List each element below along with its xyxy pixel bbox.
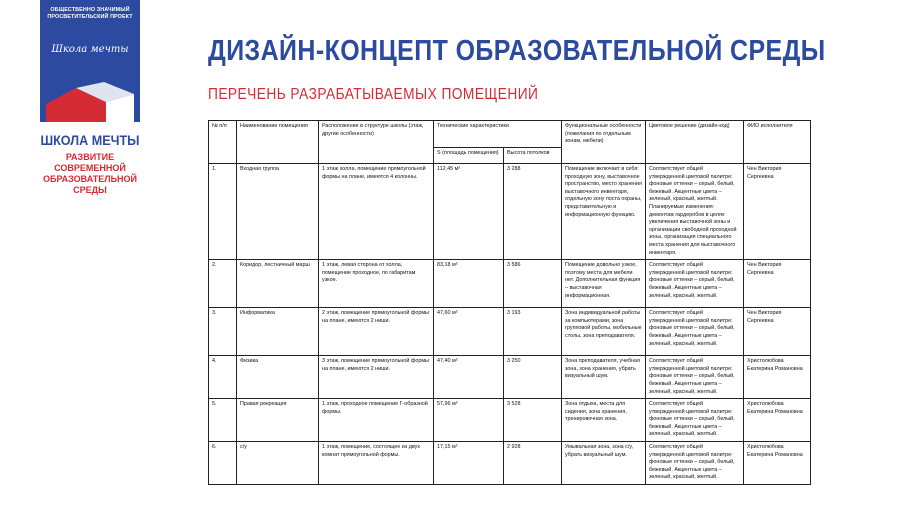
cell-location: 1 этаж, левая сторона от холла, помещение проходное, по габаритам узкое. [319,260,434,308]
cell-executor: Христолюбова Екатерина Романовна [744,442,811,485]
header-color: Цветовое решение (дизайн-код) [646,121,744,164]
header-function: Функциональные особенности (пожелания по отдельным зонам, мебели) [562,121,646,164]
cell-height: 3 586 [504,260,562,308]
cell-area: 17,15 м² [434,442,504,485]
cell-height: 3 250 [504,356,562,399]
header-num: № п/п [209,121,237,164]
cell-color: Соответствует общей утвержденной цветовой палитре: фоновые оттенки – серый, белый, бежевый. Акцентные цвета – зеленый, красный, желтый. [646,308,744,356]
cell-name: Физика [237,356,319,399]
cell-executor: Чен Виктория Сергеевна [744,164,811,260]
cell-function: Умывальная зона, зона с/у, убрать визуальный шум. [562,442,646,485]
cell-function: Зона преподавателя, учебная зона, зона хранения, убрать визуальный шум. [562,356,646,399]
cell-num: 6. [209,442,237,485]
cell-color: Соответствует общей утвержденной цветовой палитре: фоновые оттенки – серый, белый, бежевый. Акцентные цвета – зеленый, красный, желтый. [646,260,744,308]
cell-location: 3 этаж, помещение прямоугольной формы на плане, имеются 2 ниши. [319,356,434,399]
cell-num: 3. [209,308,237,356]
cell-area: 47,40 м² [434,356,504,399]
cell-height: 2 928 [504,442,562,485]
cell-function: Помещение довольно узкое, поэтому места для мебели нет. Дополнительная функция – выставочная информационная. [562,260,646,308]
cell-executor: Чен Виктория Сергеевна [744,260,811,308]
cell-function: Зона индивидуальной работы за компьютерами, зона групповой работы, мобильные столы, зона преподавателя. [562,308,646,356]
school-building-icon [46,82,134,122]
cell-area: 47,60 м² [434,308,504,356]
cell-area: 57,96 м² [434,399,504,442]
cell-name: Информатика [237,308,319,356]
cell-function: Помещение включает в себя: проходную зону, выставочное пространство, место хранения выставочного инвентаря, отдельную зону поста охраны, представительную и информационную функцию. [562,164,646,260]
header-location: Расположение в структуре школы (этаж, другие особенности) [319,121,434,164]
banner-logo-script: Школа мечты [51,44,129,55]
cell-color: Соответствует общей утвержденной цветовой палитре: фоновые оттенки – серый, белый, бежевый. Акцентные цвета – зеленый, красный, желтый. Планируемые изменения: демонтаж гардеробов в целях увеличения выставочной зоны и организации свободной проходной зоны, организация специального места хранения для выставочного инвентаря. [646,164,744,260]
cell-location: 1 этаж, проходное помещение Г-образной формы. [319,399,434,442]
cell-function: Зона отдыха, места для сидения, зона хранения, тренировочная зона. [562,399,646,442]
cell-name: Входная группа [237,164,319,260]
cell-location: 2 этаж, помещение прямоугольной формы на плане, имеются 2 ниши. [319,308,434,356]
page-subtitle: ПЕРЕЧЕНЬ РАЗРАБАТЫВАЕМЫХ ПОМЕЩЕНИЙ [208,86,539,103]
header-area: S (площадь помещения) [434,148,504,164]
cell-executor: Христолюбова Екатерина Романовна [744,399,811,442]
banner-project-label: ОБЩЕСТВЕННО ЗНАЧИМЫЙ ПРОСВЕТИТЕЛЬСКИЙ ПРОЕКТ [47,7,133,20]
cell-num: 4. [209,356,237,399]
header-height: Высота потолков [504,148,562,164]
cell-name: Коридор, лестничный марш [237,260,319,308]
table-row [209,260,811,308]
cell-height: 3 193 [504,308,562,356]
brand-sidebar [30,0,150,195]
cell-executor: Чен Виктория Сергеевна [744,308,811,356]
cell-name: с/у [237,442,319,485]
table-row [209,399,811,442]
cell-color: Соответствует общей утвержденной цветовой палитре: фоновые оттенки – серый, белый, бежевый. Акцентные цвета – зеленый, красный, желтый. [646,356,744,399]
cell-area: 112,45 м² [434,164,504,260]
table-row [209,164,811,260]
table-row [209,356,811,399]
cell-name: Правая рекреация [237,399,319,442]
cell-location: 1 этаж холла, помещение прямоугольной формы на плане, имеются 4 колонны. [319,164,434,260]
cell-color: Соответствует общей утвержденной цветовой палитре: фоновые оттенки – серый, белый, бежевый. Акцентные цвета – зеленый, красный, желтый. [646,399,744,442]
cell-height: 3 288 [504,164,562,260]
header-executor: ФИО исполнителя [744,121,811,164]
cell-location: 1 этаж, помещение, состоящее из двух комнат прямоугольной формы. [319,442,434,485]
cell-color: Соответствует общей утвержденной цветовой палитре: фоновые оттенки – серый, белый, бежевый. Акцентные цвета – зеленый, красный, желтый. [646,442,744,485]
page-title: ДИЗАЙН-КОНЦЕПТ ОБРАЗОВАТЕЛЬНОЙ СРЕДЫ [208,35,826,67]
cell-num: 2. [209,260,237,308]
header-tech: Технические характеристики [434,121,562,148]
table-row [209,442,811,485]
cell-area: 83,18 м² [434,260,504,308]
cell-num: 5. [209,399,237,442]
brand-name: ШКОЛА МЕЧТЫ [40,132,140,148]
project-banner [40,0,140,122]
cell-executor: Христолюбова Екатерина Романовна [744,356,811,399]
rooms-table [208,120,811,485]
cell-num: 1. [209,164,237,260]
cell-height: 3 528 [504,399,562,442]
brand-tagline: РАЗВИТИЕ СОВРЕМЕННОЙ ОБРАЗОВАТЕЛЬНОЙ СРЕДЫ [42,152,138,195]
table-row [209,308,811,356]
header-name: Наименование помещения [237,121,319,164]
